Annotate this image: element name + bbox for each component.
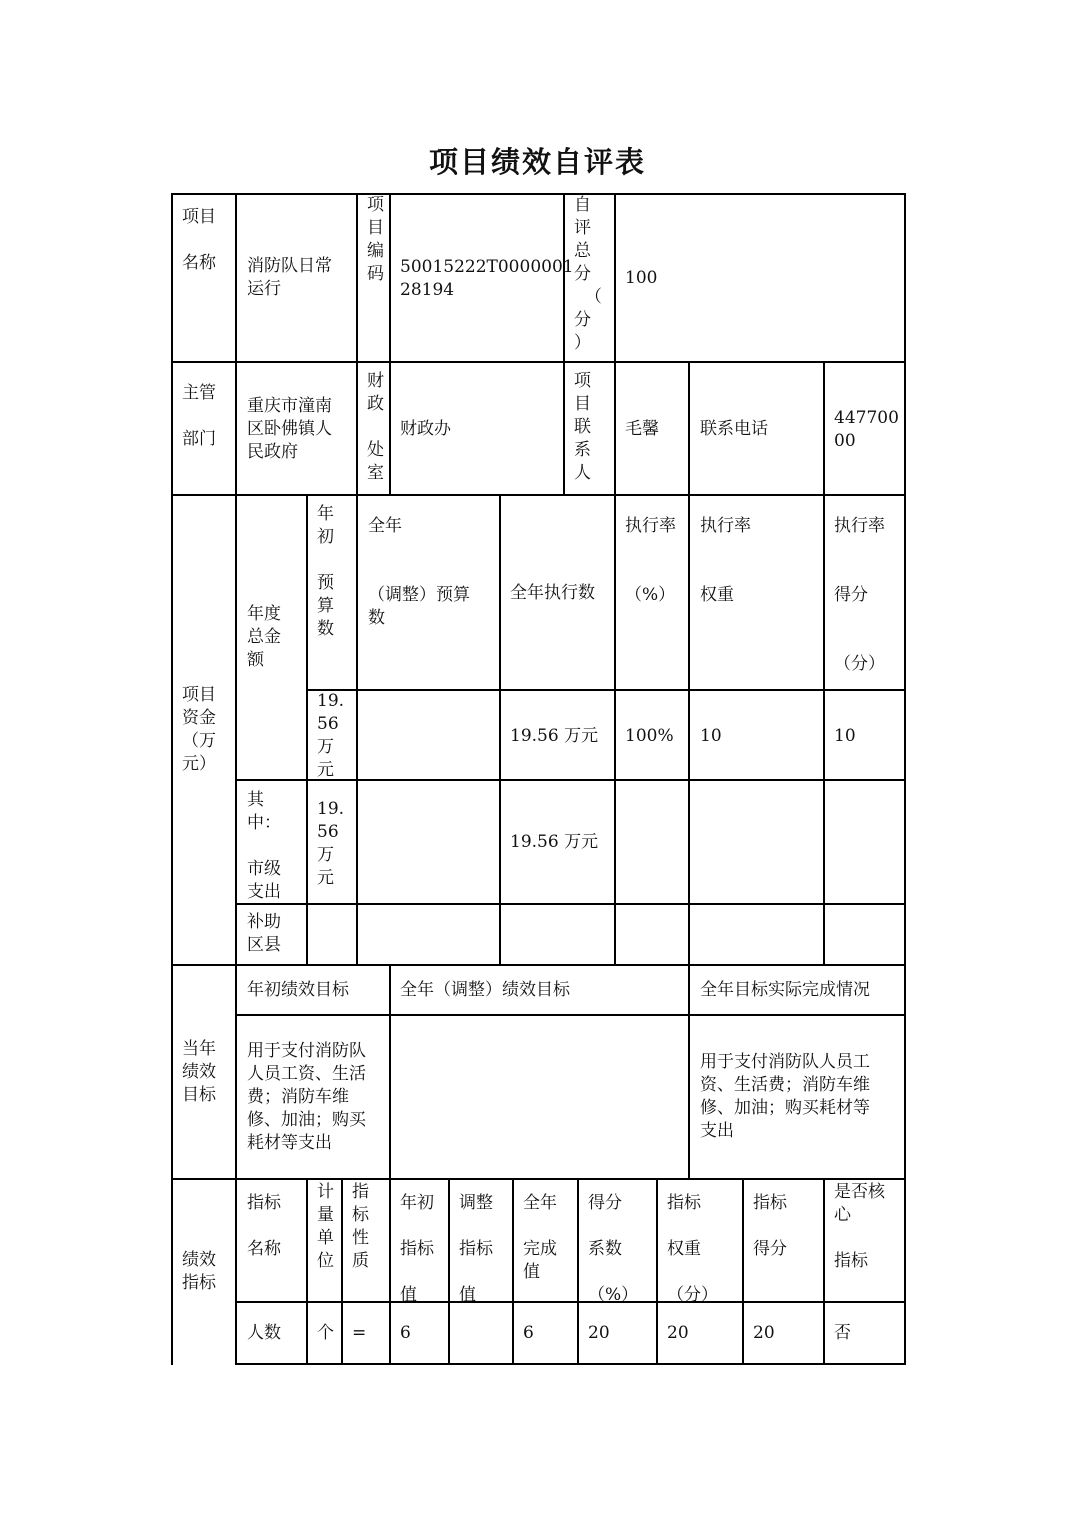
- indicator-complete-header: 全年 完成 值: [523, 1193, 557, 1282]
- annual-total-label: 年度 总金 额: [247, 604, 281, 670]
- rate-weight-header: 执行率 权重: [700, 516, 751, 605]
- rule: [512, 1178, 514, 1365]
- goals-section-label: 当年 绩效 目标: [182, 1039, 216, 1105]
- rule: [448, 1178, 450, 1365]
- indicator-weight-value: 20: [667, 1323, 689, 1343]
- rule: [688, 964, 690, 1179]
- total-executed: 19.56 万元: [510, 726, 599, 746]
- actual-goal-text: 用于支付消防队人员工 资、生活费；消防车维 修、加油；购买耗材等 支出: [700, 1052, 870, 1141]
- rule: [688, 361, 690, 495]
- indicator-name-header: 指标 名称: [247, 1193, 281, 1259]
- contact-value: 毛馨: [625, 419, 659, 439]
- rule: [742, 1178, 744, 1365]
- table-border-left: [171, 193, 173, 1365]
- rule: [389, 193, 391, 495]
- indicator-unit: 个: [317, 1323, 334, 1343]
- indicator-complete-value: 6: [523, 1323, 534, 1343]
- rule: [171, 361, 906, 363]
- rule: [171, 964, 906, 966]
- total-initial-budget: 19. 56 万 元: [317, 691, 345, 780]
- rule: [656, 1178, 658, 1365]
- page-title: 项目绩效自评表: [428, 145, 646, 179]
- rule: [235, 193, 237, 1365]
- total-weight: 10: [700, 726, 722, 746]
- table-border-top: [171, 193, 906, 195]
- adjusted-budget-header: 全年 （调整）预算 数: [368, 516, 470, 628]
- finance-office-value: 财政办: [400, 419, 451, 439]
- rule: [614, 193, 616, 495]
- city-spending-label: 其 中： 市级 支出: [247, 790, 281, 902]
- indicator-weight-header: 指标 权重 （分）: [667, 1193, 718, 1305]
- indicator-adjusted-header: 调整 指标 值: [459, 1193, 493, 1305]
- adjusted-goal-header: 全年（调整）绩效目标: [400, 980, 570, 1000]
- rate-score-header: 执行率 得分 （分）: [834, 516, 885, 674]
- rule: [823, 361, 825, 495]
- self-score-value: 100: [625, 268, 658, 288]
- rule: [236, 903, 906, 905]
- rule: [306, 1178, 308, 1365]
- indicators-section-label: 绩效 指标: [182, 1250, 216, 1293]
- rule: [499, 494, 501, 965]
- rule: [389, 964, 391, 1179]
- district-subsidy-label: 补助 区县: [247, 912, 281, 955]
- rule: [356, 494, 358, 965]
- rule: [356, 193, 358, 495]
- rule: [614, 494, 616, 965]
- phone-value: 447700 00: [834, 408, 899, 451]
- project-name-value: 消防队日常 运行: [247, 256, 332, 299]
- initial-goal-text: 用于支付消防队 人员工资、生活 费；消防车维 修、加油；购买 耗材等支出: [247, 1041, 366, 1153]
- funds-section-label: 项目 资金 （万 元）: [182, 685, 216, 774]
- rule: [171, 494, 906, 496]
- indicator-coef-value: 20: [588, 1323, 610, 1343]
- rule: [389, 1178, 391, 1365]
- indicator-name: 人数: [247, 1323, 281, 1343]
- indicator-initial-header: 年初 指标 值: [400, 1193, 434, 1305]
- phone-label: 联系电话: [700, 419, 768, 439]
- rule: [306, 689, 906, 691]
- city-executed: 19.56 万元: [510, 832, 599, 852]
- total-rate: 100%: [625, 726, 674, 746]
- dept-value: 重庆市潼南 区卧佛镇人 民政府: [247, 396, 332, 462]
- contact-label: 项 目 联 系 人: [574, 371, 591, 483]
- project-code-label: 项 目 编 码: [367, 195, 384, 284]
- initial-goal-header: 年初绩效目标: [247, 980, 349, 1000]
- dept-label: 主管 部门: [182, 383, 216, 449]
- rule: [823, 1178, 825, 1365]
- rule: [577, 1178, 579, 1365]
- indicator-score-header: 指标 得分: [753, 1193, 787, 1259]
- rule: [236, 1363, 906, 1365]
- executed-header: 全年执行数: [510, 583, 595, 603]
- initial-budget-header: 年 初 预 算 数: [317, 504, 334, 639]
- total-score: 10: [834, 726, 856, 746]
- execution-rate-header: 执行率 （%）: [625, 516, 676, 605]
- indicator-core-value: 否: [834, 1323, 851, 1343]
- city-initial-budget: 19. 56 万 元: [317, 799, 345, 888]
- rule: [306, 494, 308, 965]
- indicator-core-header: 是否核 心 指标: [834, 1182, 885, 1271]
- project-code-value: 50015222T0000001 28194: [400, 257, 574, 300]
- rule: [236, 1014, 906, 1016]
- indicator-coef-header: 得分 系数 （%）: [588, 1193, 639, 1305]
- indicator-unit-header: 计 量 单 位: [317, 1182, 334, 1271]
- actual-goal-header: 全年目标实际完成情况: [700, 980, 870, 1000]
- rule: [823, 494, 825, 965]
- rule: [563, 193, 565, 495]
- rule: [688, 494, 690, 965]
- rule: [236, 1301, 906, 1303]
- indicator-nature: =: [352, 1323, 367, 1343]
- indicator-nature-header: 指 标 性 质: [352, 1182, 369, 1271]
- indicator-score-value: 20: [753, 1323, 775, 1343]
- rule: [341, 1178, 343, 1365]
- finance-office-label: 财 政 处 室: [367, 371, 384, 483]
- self-score-label: 自 评 总 分 （ 分 ）: [574, 195, 602, 353]
- project-name-label: 项目 名称: [182, 207, 216, 273]
- indicator-initial-value: 6: [400, 1323, 411, 1343]
- rule: [171, 1178, 906, 1180]
